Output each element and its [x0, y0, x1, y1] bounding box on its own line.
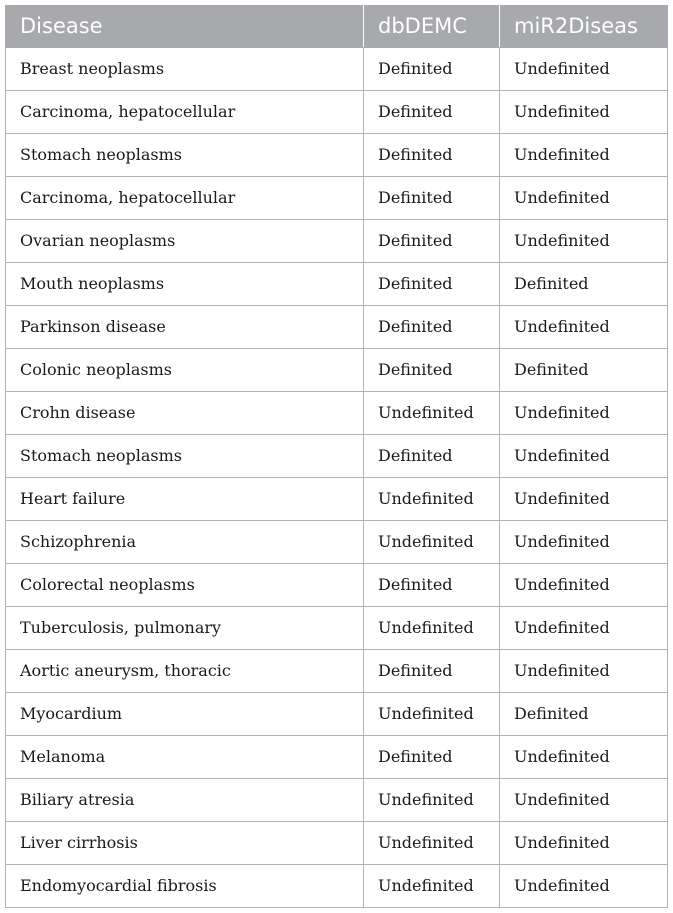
cell-dbdemc: Definited [364, 176, 500, 219]
table-row [6, 735, 668, 778]
cell-disease: Carcinoma, hepatocellular [6, 176, 364, 219]
cell-disease: Myocardium [6, 692, 364, 735]
cell-mir2diseas: Definited [500, 348, 668, 391]
header-dbdemc: dbDEMC [364, 5, 500, 47]
table-row [6, 477, 668, 520]
cell-dbdemc: Undefinited [364, 391, 500, 434]
table-row [6, 133, 668, 176]
table-row [6, 520, 668, 563]
cell-mir2diseas: Definited [500, 262, 668, 305]
table-row [6, 262, 668, 305]
table-body [6, 47, 668, 907]
header-row [6, 5, 668, 47]
table-row [6, 563, 668, 606]
cell-disease: Aortic aneurysm, thoracic [6, 649, 364, 692]
cell-mir2diseas: Undefinited [500, 606, 668, 649]
cell-dbdemc: Undefinited [364, 864, 500, 907]
table-row [6, 219, 668, 262]
table-row [6, 692, 668, 735]
cell-disease: Parkinson disease [6, 305, 364, 348]
table-row [6, 434, 668, 477]
cell-disease: Breast neoplasms [6, 47, 364, 90]
cell-mir2diseas: Undefinited [500, 133, 668, 176]
cell-dbdemc: Definited [364, 735, 500, 778]
cell-mir2diseas: Undefinited [500, 47, 668, 90]
cell-dbdemc: Undefinited [364, 778, 500, 821]
cell-dbdemc: Definited [364, 305, 500, 348]
cell-mir2diseas: Undefinited [500, 735, 668, 778]
cell-mir2diseas: Undefinited [500, 477, 668, 520]
cell-mir2diseas: Undefinited [500, 305, 668, 348]
cell-dbdemc: Undefinited [364, 692, 500, 735]
cell-dbdemc: Definited [364, 219, 500, 262]
cell-disease: Colorectal neoplasms [6, 563, 364, 606]
cell-dbdemc: Definited [364, 133, 500, 176]
table-row [6, 305, 668, 348]
cell-dbdemc: Undefinited [364, 520, 500, 563]
cell-dbdemc: Undefinited [364, 606, 500, 649]
cell-disease: Endomyocardial fibrosis [6, 864, 364, 907]
cell-disease: Biliary atresia [6, 778, 364, 821]
table-row [6, 391, 668, 434]
table-header [6, 5, 668, 47]
table-row [6, 47, 668, 90]
cell-dbdemc: Definited [364, 348, 500, 391]
cell-mir2diseas: Undefinited [500, 821, 668, 864]
cell-mir2diseas: Definited [500, 692, 668, 735]
cell-disease: Stomach neoplasms [6, 133, 364, 176]
header-disease: Disease [6, 5, 364, 47]
table-row [6, 864, 668, 907]
cell-mir2diseas: Undefinited [500, 520, 668, 563]
cell-mir2diseas: Undefinited [500, 391, 668, 434]
cell-disease: Carcinoma, hepatocellular [6, 90, 364, 133]
table-row [6, 821, 668, 864]
cell-dbdemc: Definited [364, 563, 500, 606]
cell-disease: Schizophrenia [6, 520, 364, 563]
table-row [6, 649, 668, 692]
cell-dbdemc: Definited [364, 649, 500, 692]
cell-mir2diseas: Undefinited [500, 90, 668, 133]
table-row [6, 606, 668, 649]
cell-disease: Stomach neoplasms [6, 434, 364, 477]
cell-mir2diseas: Undefinited [500, 176, 668, 219]
cell-mir2diseas: Undefinited [500, 219, 668, 262]
cell-disease: Mouth neoplasms [6, 262, 364, 305]
table-row [6, 90, 668, 133]
cell-dbdemc: Undefinited [364, 477, 500, 520]
cell-disease: Tuberculosis, pulmonary [6, 606, 364, 649]
disease-table [5, 5, 668, 908]
cell-dbdemc: Definited [364, 47, 500, 90]
disease-table-container [5, 5, 667, 908]
cell-disease: Colonic neoplasms [6, 348, 364, 391]
cell-mir2diseas: Undefinited [500, 434, 668, 477]
cell-disease: Ovarian neoplasms [6, 219, 364, 262]
cell-disease: Heart failure [6, 477, 364, 520]
header-mir2diseas: miR2Diseas [500, 5, 668, 47]
cell-dbdemc: Undefinited [364, 821, 500, 864]
cell-dbdemc: Definited [364, 434, 500, 477]
cell-dbdemc: Definited [364, 262, 500, 305]
table-row [6, 778, 668, 821]
cell-mir2diseas: Undefinited [500, 649, 668, 692]
cell-disease: Liver cirrhosis [6, 821, 364, 864]
cell-mir2diseas: Undefinited [500, 864, 668, 907]
cell-disease: Melanoma [6, 735, 364, 778]
cell-mir2diseas: Undefinited [500, 778, 668, 821]
cell-mir2diseas: Undefinited [500, 563, 668, 606]
table-row [6, 176, 668, 219]
table-row [6, 348, 668, 391]
cell-dbdemc: Definited [364, 90, 500, 133]
cell-disease: Crohn disease [6, 391, 364, 434]
